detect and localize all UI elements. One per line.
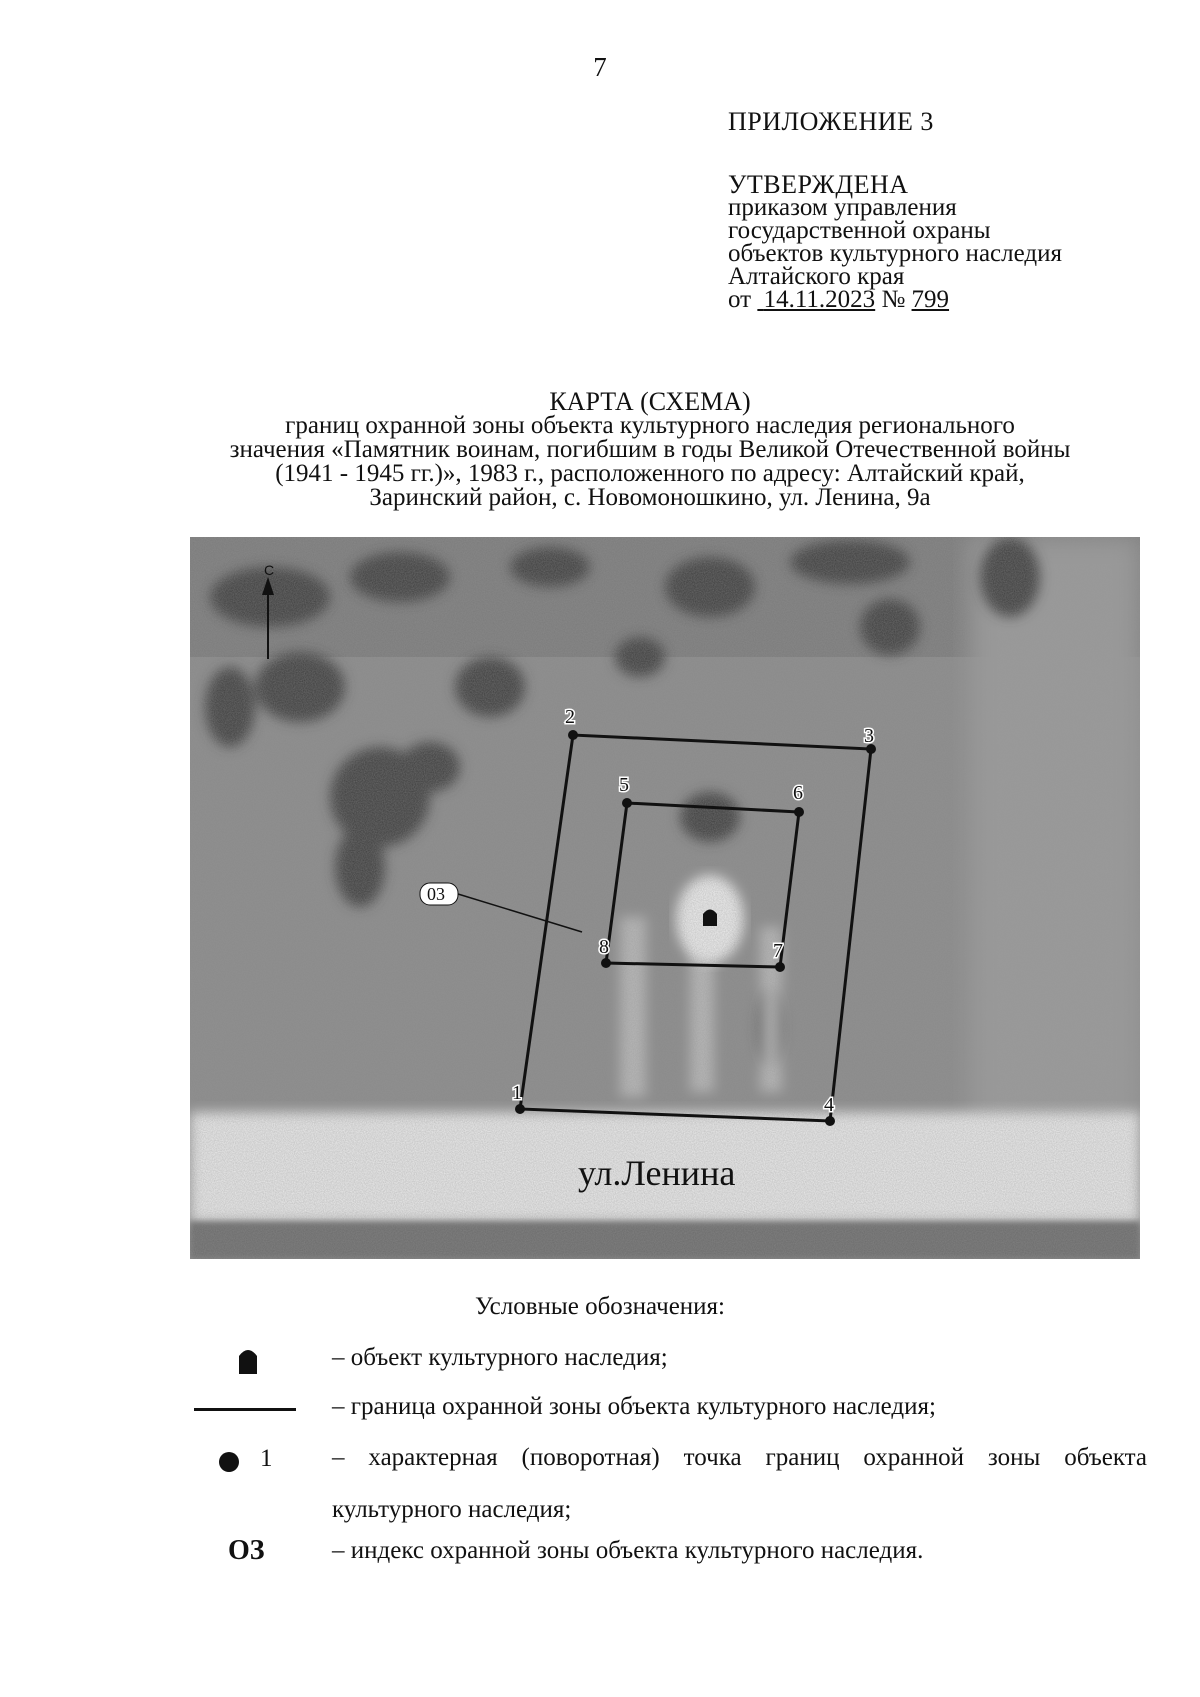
map-subtitle-line: (1941 - 1945 гг.)», 1983 г., расположенного по адресу: Алтайский край, xyxy=(275,460,1025,487)
date-prefix: от xyxy=(728,286,752,313)
number-sign: № xyxy=(881,286,906,313)
turning-point xyxy=(515,1104,525,1114)
approval-line: приказом управления xyxy=(728,194,957,221)
approval-block xyxy=(728,107,1062,313)
map-subtitle-line: значения «Памятник воинам, погибшим в годы Великой Отечественной войны xyxy=(229,436,1071,463)
turning-point xyxy=(622,798,632,808)
page-number: 7 xyxy=(593,52,607,82)
map-subtitle-line: границ охранной зоны объекта культурного наследия регионального xyxy=(285,412,1015,439)
point-label: 8 xyxy=(599,936,609,958)
point-label: 6 xyxy=(793,782,803,804)
map-title: КАРТА (СХЕМА) xyxy=(549,387,751,416)
turning-point xyxy=(794,807,804,817)
approved-label: УТВЕРЖДЕНА xyxy=(728,170,909,199)
turning-point xyxy=(775,962,785,972)
zone-index-symbol: ОЗ xyxy=(228,1535,265,1566)
turning-point-icon xyxy=(219,1452,239,1472)
map-subtitle-line: Заринский район, с. Новомоношкино, ул. Ленина, 9а xyxy=(369,484,931,511)
legend-text: – характерная (поворотная) точка границ охранной зоны объекта культурного наследия; xyxy=(332,1444,1147,1523)
svg-text:03: 03 xyxy=(427,884,445,904)
monument-icon xyxy=(703,910,717,927)
approval-line: государственной охраны xyxy=(728,217,991,244)
north-label: С xyxy=(264,562,275,578)
aerial-map xyxy=(190,537,1140,1259)
legend-text: – индекс охранной зоны объекта культурного наследия. xyxy=(332,1537,924,1564)
map-title-block xyxy=(150,387,1150,511)
turning-point-symbol-label: 1 xyxy=(260,1445,273,1472)
point-label: 5 xyxy=(619,774,629,796)
zone-index-label xyxy=(420,883,458,905)
point-label: 3 xyxy=(864,725,874,747)
approval-line: Алтайского края xyxy=(728,263,905,290)
street-label: ул.Ленина xyxy=(578,1153,736,1193)
heritage-object-icon xyxy=(236,1346,260,1376)
point-label: 1 xyxy=(512,1082,522,1104)
approval-date: 14.11.2023 xyxy=(763,286,876,313)
legend-heading: Условные обозначения: xyxy=(474,1293,726,1320)
point-label: 7 xyxy=(773,940,783,962)
approval-line: объектов культурного наследия xyxy=(728,240,1062,267)
boundary-line-icon xyxy=(194,1408,296,1411)
turning-point xyxy=(825,1116,835,1126)
approval-number: 799 xyxy=(911,286,950,313)
point-label: 2 xyxy=(565,706,575,728)
approval-date-line xyxy=(728,288,1062,311)
point-label: 4 xyxy=(824,1094,834,1116)
turning-point xyxy=(601,958,611,968)
turning-point xyxy=(568,730,578,740)
legend-text: – объект культурного наследия; xyxy=(332,1344,668,1371)
appendix-label: ПРИЛОЖЕНИЕ 3 xyxy=(728,107,934,136)
legend-text: – граница охранной зоны объекта культурного наследия; xyxy=(332,1393,936,1420)
